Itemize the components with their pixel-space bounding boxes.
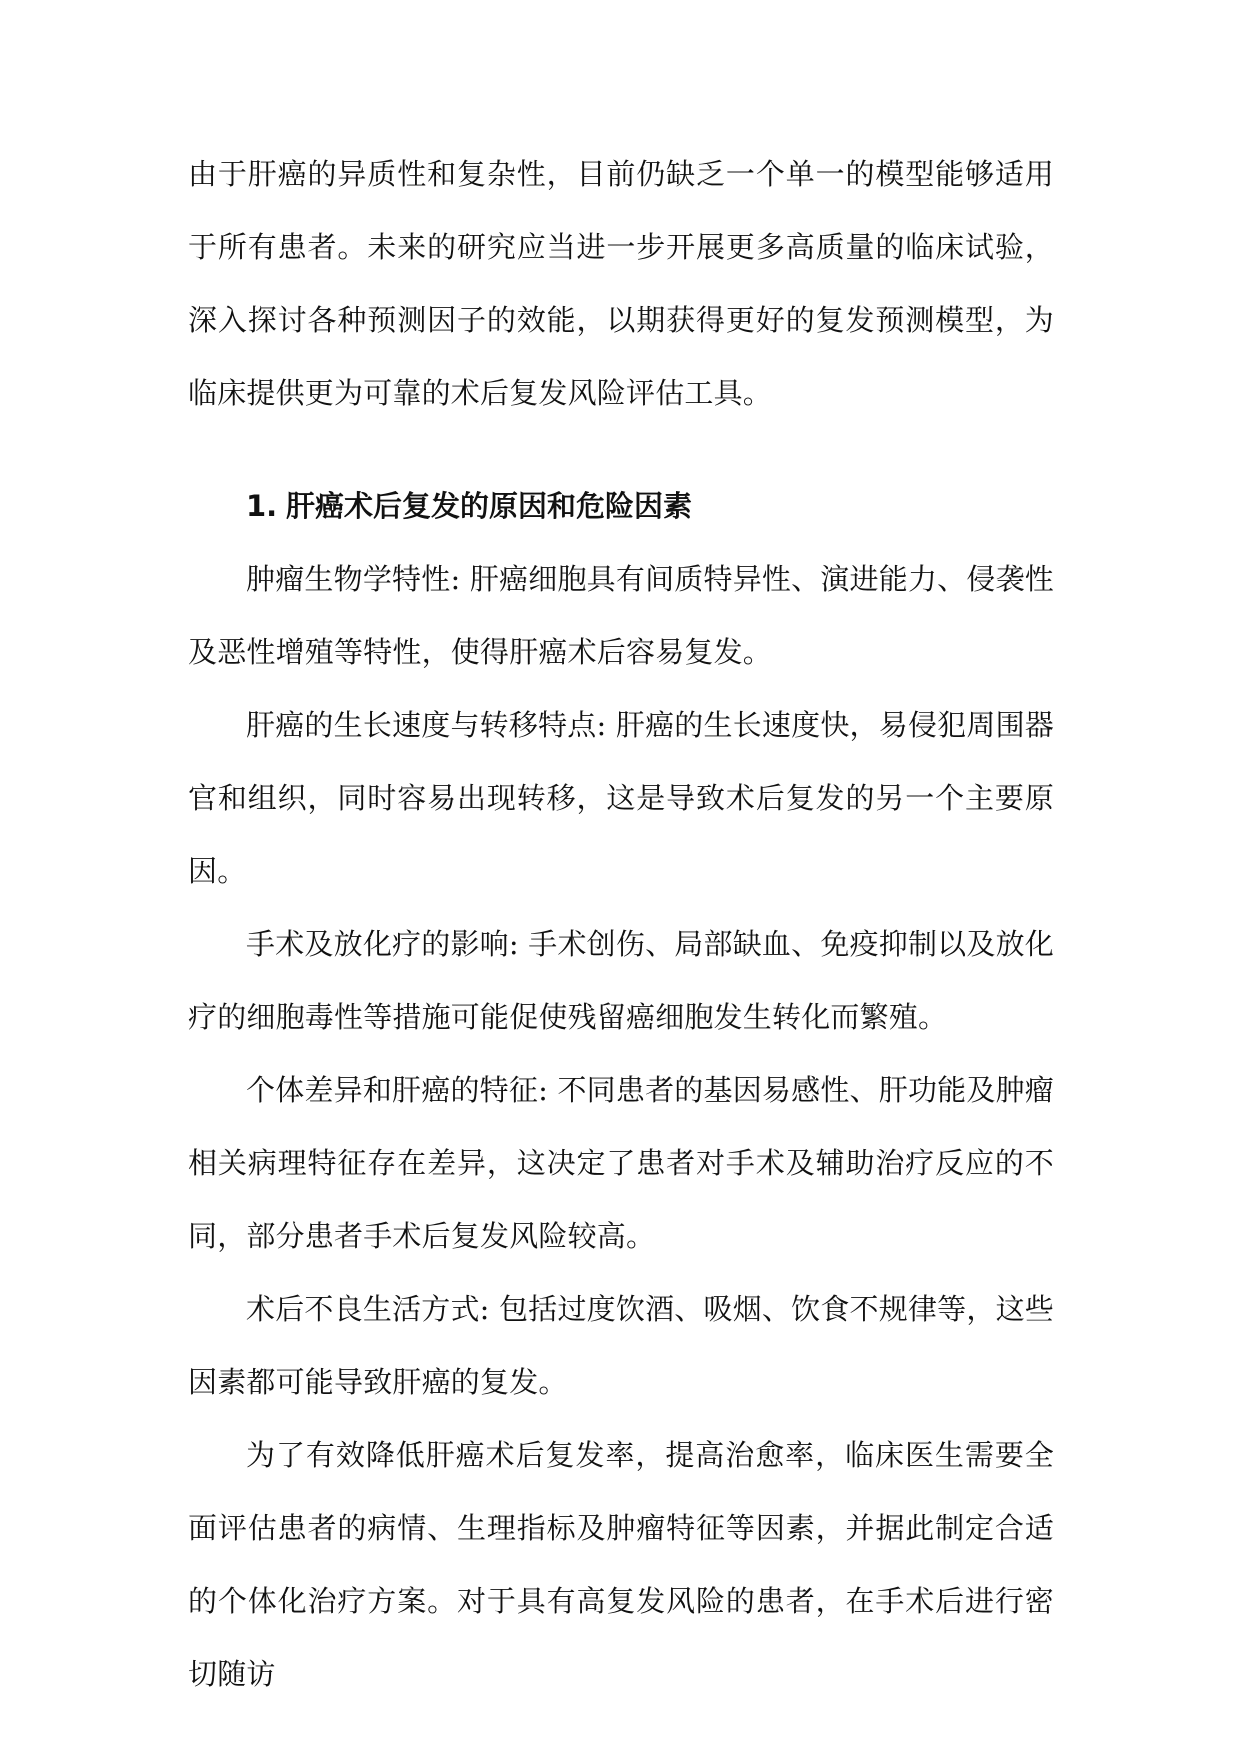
section-heading-number: 1. <box>246 489 278 523</box>
paragraph-tumor-biology: 肿瘤生物学特性: 肝癌细胞具有间质特异性、演进能力、侵袭性及恶性增殖等特性，使得肝癌术后容易复发。 <box>188 562 1054 669</box>
section-heading-text: 肝癌术后复发的原因和危险因素 <box>286 489 693 523</box>
paragraph-treatment-effects: 手术及放化疗的影响: 手术创伤、局部缺血、免疫抑制以及放化疗的细胞毒性等措施可能促使残留癌细胞发生转化而繁殖。 <box>188 927 1054 1034</box>
paragraph-growth-metastasis: 肝癌的生长速度与转移特点: 肝癌的生长速度快，易侵犯周围器官和组织，同时容易出现转移，这是导致术后复发的另一个主要原因。 <box>188 708 1054 888</box>
section-heading <box>188 470 1054 543</box>
intro-paragraph: 由于肝癌的异质性和复杂性，目前仍缺乏一个单一的模型能够适用于所有患者。未来的研究应当进一步开展更多高质量的临床试验，深入探讨各种预测因子的效能，以期获得更好的复发预测模型，为临床提供更为可靠的术后复发风险评估工具。 <box>188 157 1054 410</box>
paragraph-clinical-recommendation: 为了有效降低肝癌术后复发率，提高治愈率，临床医生需要全面评估患者的病情、生理指标及肿瘤特征等因素，并据此制定合适的个体化治疗方案。对于具有高复发风险的患者，在手术后进行密切随访 <box>188 1438 1054 1691</box>
document-body <box>188 138 1054 1711</box>
paragraph-individual-differences: 个体差异和肝癌的特征: 不同患者的基因易感性、肝功能及肿瘤相关病理特征存在差异，这决定了患者对手术及辅助治疗反应的不同，部分患者手术后复发风险较高。 <box>188 1073 1054 1253</box>
paragraph-lifestyle: 术后不良生活方式: 包括过度饮酒、吸烟、饮食不规律等，这些因素都可能导致肝癌的复发。 <box>188 1292 1054 1399</box>
